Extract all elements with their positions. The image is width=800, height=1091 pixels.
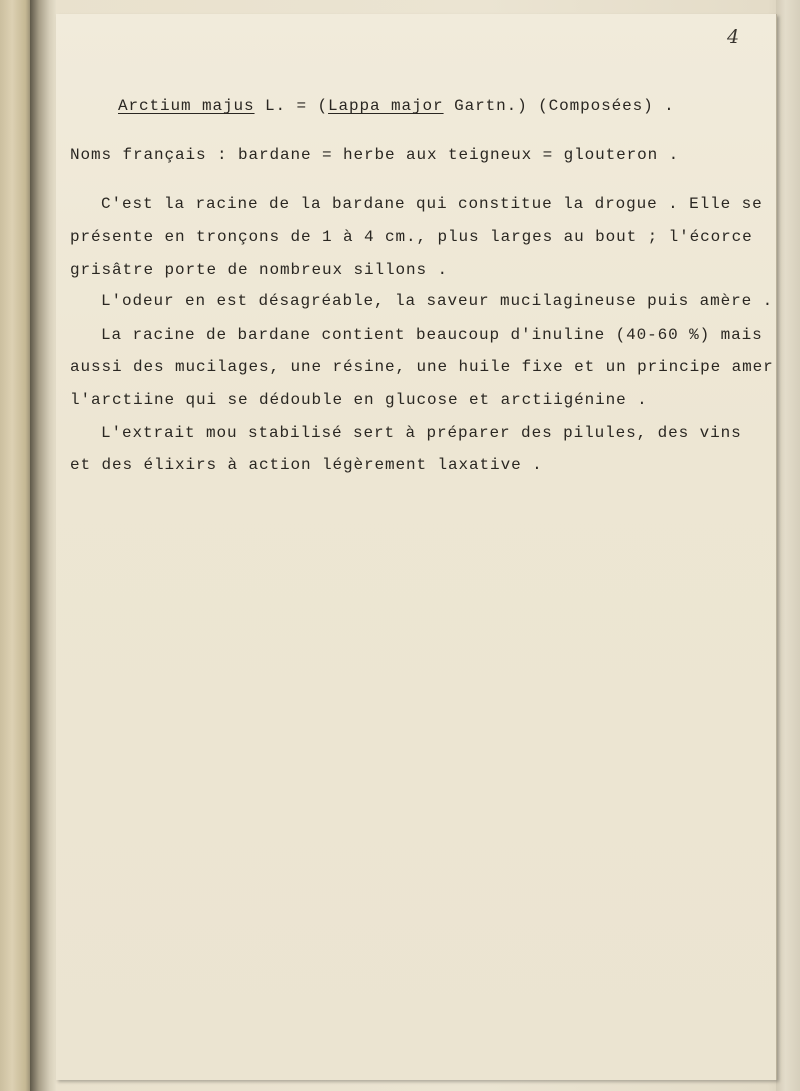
facing-page-edge [0, 0, 31, 1091]
body-line-9: et des élixirs à action légèrement laxative . [70, 456, 543, 474]
body-line-7: l'arctiine qui se dédouble en glucose et arctiigénine . [70, 391, 648, 409]
body-line-5: La racine de bardane contient beaucoup d'inuline (40-60 %) mais [101, 326, 763, 344]
body-line-6: aussi des mucilages, une résine, une huile fixe et un principe amer [70, 358, 774, 376]
title-line [118, 97, 675, 115]
document-page [56, 14, 777, 1080]
body-line-2: présente en tronçons de 1 à 4 cm., plus larges au bout ; l'écorce [70, 228, 753, 246]
body-line-4: L'odeur en est désagréable, la saveur mucilagineuse puis amère . [101, 292, 774, 310]
page-number: 4 [727, 26, 740, 48]
synonym: Lappa major [328, 97, 444, 115]
synonym-author: Gartn.) (Composées) . [443, 97, 675, 115]
common-names: Noms français : bardane = herbe aux teigneux = glouteron . [70, 146, 680, 164]
body-line-3: grisâtre porte de nombreux sillons . [70, 261, 449, 279]
book-gutter [30, 0, 56, 1091]
genus-species: Arctium majus [118, 97, 255, 115]
author: L. = ( [254, 97, 329, 115]
page-stack-edge [776, 0, 800, 1091]
body-line-8: L'extrait mou stabilisé sert à préparer des pilules, des vins [101, 424, 742, 442]
body-line-1: C'est la racine de la bardane qui constitue la drogue . Elle se [101, 195, 763, 213]
